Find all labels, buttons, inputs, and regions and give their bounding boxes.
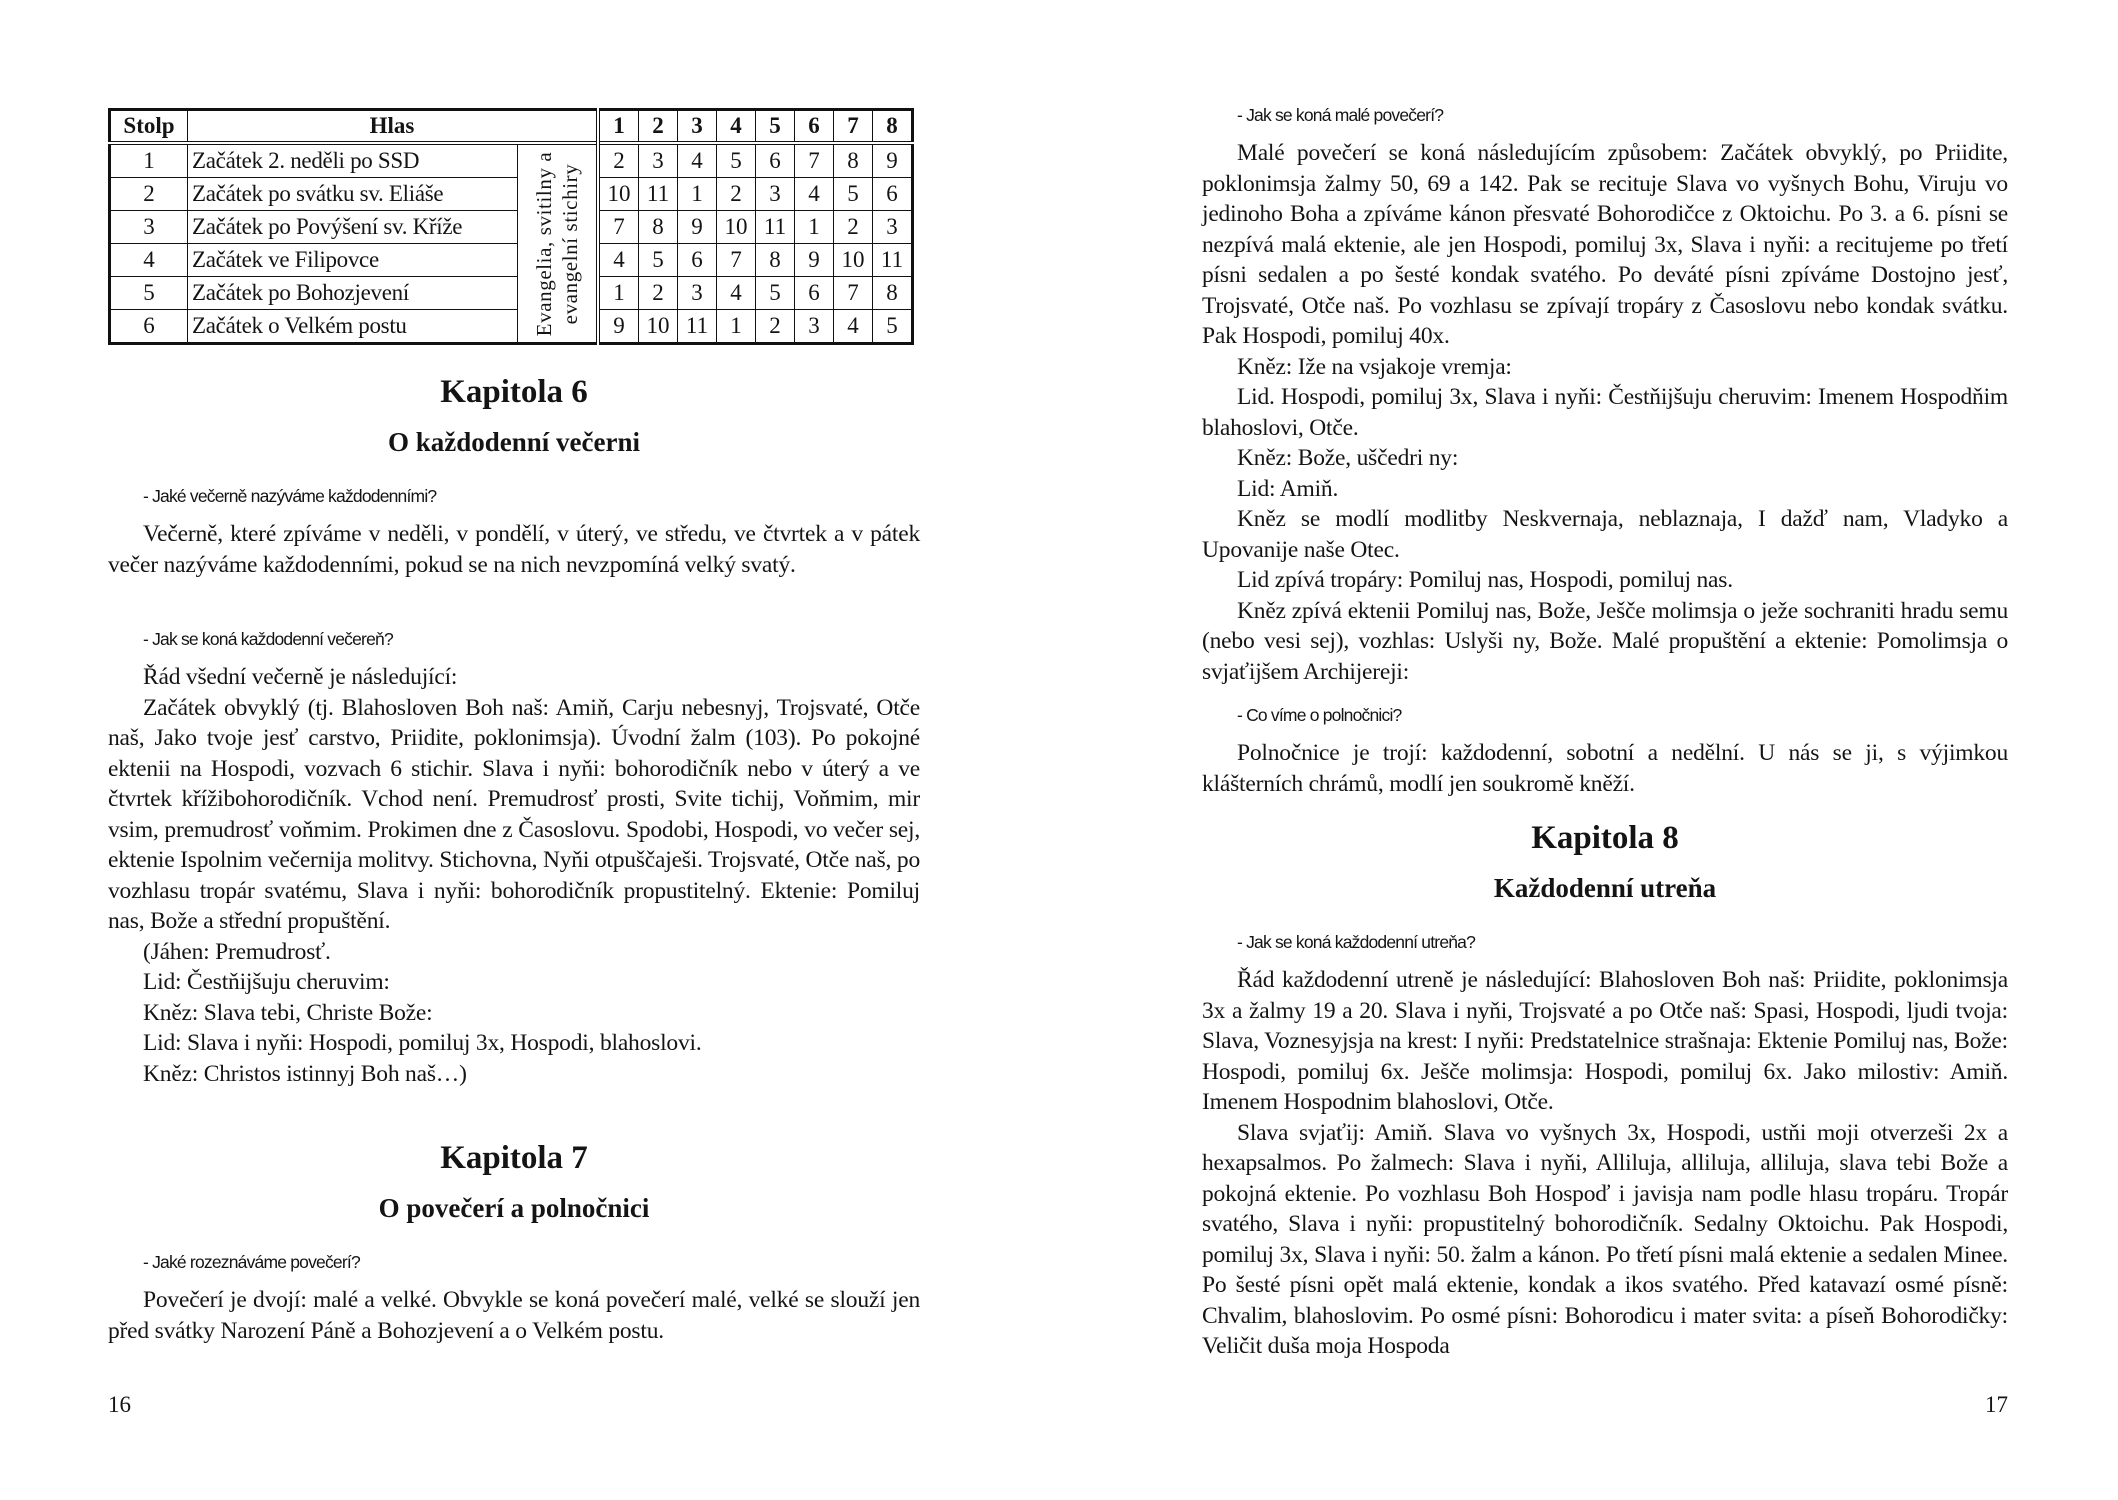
question: - Jaké večerně nazýváme každodenními? — [143, 486, 437, 506]
cell-value: 2 — [756, 310, 795, 344]
cell-value: 3 — [639, 143, 678, 178]
cell-value: 4 — [795, 178, 834, 211]
header-voice-6: 6 — [795, 110, 834, 144]
paragraph: Lid: Čestňijšuju cheruvim: — [143, 969, 390, 995]
cell-name: Začátek 2. neděli po SSD — [188, 143, 518, 178]
table-row — [110, 277, 913, 310]
header-voice-8: 8 — [873, 110, 913, 144]
cell-value: 6 — [795, 277, 834, 310]
cell-stolp: 1 — [110, 143, 188, 178]
table-row — [110, 178, 913, 211]
question: - Co víme o polnočnici? — [1237, 705, 1402, 725]
header-voice-3: 3 — [678, 110, 717, 144]
cell-value: 2 — [639, 277, 678, 310]
cell-value: 3 — [873, 211, 913, 244]
cell-value: 7 — [795, 143, 834, 178]
paragraph: Lid: Slava i nyňi: Hospodi, pomiluj 3x, Hospodi, blahoslovi. — [143, 1030, 702, 1056]
cell-value: 1 — [598, 277, 639, 310]
left-page — [108, 0, 920, 1500]
table-header-row — [110, 110, 913, 144]
cell-name: Začátek ve Filipovce — [188, 244, 518, 277]
cell-value: 10 — [717, 211, 756, 244]
cell-value: 10 — [598, 178, 639, 211]
paragraph: Kněz: Slava tebi, Christe Bože: — [143, 999, 433, 1026]
cell-value: 1 — [717, 310, 756, 344]
cell-value: 8 — [834, 143, 873, 178]
cell-value: 8 — [873, 277, 913, 310]
cell-value: 6 — [678, 244, 717, 277]
cell-value: 11 — [756, 211, 795, 244]
paragraph: Kněz: Bože, uščedri ny: — [1237, 445, 1459, 471]
cell-stolp: 4 — [110, 244, 188, 277]
cell-value: 8 — [756, 244, 795, 277]
cell-value: 4 — [717, 277, 756, 310]
cell-name: Začátek o Velkém postu — [188, 310, 518, 344]
question: - Jak se koná každodenní večereň? — [143, 629, 393, 649]
cell-value: 5 — [873, 310, 913, 344]
chapter-title: Každodenní utreňa — [1493, 873, 1717, 903]
cell-name: Začátek po Bohozjevení — [188, 277, 518, 310]
vertical-label-cell — [518, 143, 599, 344]
cell-value: 9 — [795, 244, 834, 277]
paragraph: Lid zpívá tropáry: Pomiluj nas, Hospodi, pomiluj nas. — [1237, 567, 1733, 593]
paragraph: (Jáhen: Premudrosť. — [143, 938, 331, 965]
cell-value: 4 — [678, 143, 717, 178]
chapter-number: Kapitola 6 — [440, 374, 588, 410]
header-voice-2: 2 — [639, 110, 678, 144]
cell-value: 8 — [639, 211, 678, 244]
cell-value: 1 — [795, 211, 834, 244]
header-stolp: Stolp — [110, 110, 188, 144]
cell-value: 3 — [678, 277, 717, 310]
cell-stolp: 6 — [110, 310, 188, 344]
question: - Jak se koná každodenní utreňa? — [1237, 932, 1476, 952]
cell-value: 5 — [756, 277, 795, 310]
paragraph: Polnočnice je trojí: každodenní, sobotní a nedělní. U nás se ji, s výjimkou klášterních chrámů, modlí jen soukromě kněží. — [1202, 740, 2008, 797]
cell-value: 4 — [598, 244, 639, 277]
header-hlas: Hlas — [188, 110, 599, 144]
cell-name: Začátek po svátku sv. Eliáše — [188, 178, 518, 211]
header-voice-4: 4 — [717, 110, 756, 144]
header-voice-5: 5 — [756, 110, 795, 144]
cell-value: 9 — [598, 310, 639, 344]
cell-value: 3 — [795, 310, 834, 344]
cell-value: 5 — [717, 143, 756, 178]
cell-value: 4 — [834, 310, 873, 344]
paragraph-group — [1202, 138, 2008, 687]
paragraph: Večerně, které zpíváme v neděli, v pondělí, v úterý, ve středu, ve čtvrtek a v pátek večer nazýváme každodenními, pokud se na nich nevzpomíná velký svatý. — [108, 521, 920, 578]
chapter-title: O každodenní večerni — [387, 427, 640, 457]
paragraph: Povečerí je dvojí: malé a velké. Obvykle se koná povečerí malé, velké se slouží jen před svátky Narození Páně a Bohozjevení a o Velkém postu. — [108, 1287, 920, 1344]
question: - Jak se koná malé povečerí? — [1237, 105, 1444, 125]
cell-value: 6 — [873, 178, 913, 211]
table-row — [110, 211, 913, 244]
paragraph: Slava svjaťij: Amiň. Slava vo vyšnych 3x, Hospodi, ustňi moji otverzeši 2x a hexapsalmos. Po žalmech: Slava i nyňi, Alliluja, alliluja, alliluja, slava tebi Bože a pokojná ektenie. Po vozhlasu Boh Hospoď i javisja nam podle hlasu tropáru. Tropár svatého, Slava i nyňi: propustitelný bohorodičník. Sedalny Oktoichu. Pak Hospodi, pomiluj 3x, Slava i nyňi: 50. žalm a kánon. Po třetí písni malá ektenie a sedalen Minee. Po šesté písni opět malá ektenie, kondak a ikos svatého. Před katavazí osmé písně: Chvalim, blahoslovim. Po osmé písni: Bohorodicu i mater svita: a píseň Bohorodičky: Veličit duša moja Hospoda — [1202, 1119, 2008, 1359]
cell-value: 2 — [834, 211, 873, 244]
header-voice-1: 1 — [598, 110, 639, 144]
cell-stolp: 5 — [110, 277, 188, 310]
paragraph: Malé povečerí se koná následujícím způsobem: Začátek obvyklý, po Priidite, poklonimsja žalmy 50, 69 a 142. Pak se recituje Slava vo vyšnych Bohu, Viruju vo jedinoho Boha a zpíváme kánon přesvaté Bohorodičce z Oktoichu. Po 3. a 6. písni se nezpívá malá ektenie, ale jen Hospodi, pomiluj 3x, Slava i nyňi: a recitujeme po třetí písni sedalen a po šesté kondak svatého. Po deváté písni zpíváme Dostojno jesť, Trojsvaté, Otče naš. Po vozhlasu se zpívají tropáry z Časoslovu nebo kondak svátku. Pak Hospodi, pomiluj 40x. — [1202, 140, 2008, 349]
cell-value: 10 — [834, 244, 873, 277]
cell-stolp: 2 — [110, 178, 188, 211]
chapter-number: Kapitola 8 — [1531, 820, 1679, 856]
cell-value: 7 — [834, 277, 873, 310]
paragraph: Kněz zpívá ektenii Pomiluj nas, Bože, Ješče molimsja o ježe sochraniti hradu semu (nebo vesi sej), vozhlas: Uslyši ny, Bože. Malé propuštění a ektenie: Pomolimsja o svjaťijšem Archijereji: — [1202, 597, 2008, 685]
cell-value: 3 — [756, 178, 795, 211]
cell-value: 11 — [639, 178, 678, 211]
cell-value: 2 — [598, 143, 639, 178]
cell-name: Začátek po Povýšení sv. Kříže — [188, 211, 518, 244]
vertical-label: Evangelia, svitilny a evangelní stichiry — [532, 151, 582, 336]
cell-value: 10 — [639, 310, 678, 344]
table-row — [110, 143, 913, 178]
chapter-8 — [1202, 818, 2008, 905]
chapter-title: O povečerí a polnočnici — [378, 1193, 650, 1223]
table-row — [110, 244, 913, 277]
paragraph: Lid: Amiň. — [1237, 475, 1339, 502]
cell-value: 7 — [598, 211, 639, 244]
cell-value: 11 — [678, 310, 717, 344]
paragraph: Lid. Hospodi, pomiluj 3x, Slava i nyňi: Čestňijšuju cheruvim: Imenem Hospodňim blahoslovi, Otče. — [1202, 384, 2008, 441]
cell-value: 11 — [873, 244, 913, 277]
cell-value: 5 — [834, 178, 873, 211]
cell-value: 5 — [639, 244, 678, 277]
chapter-number: Kapitola 7 — [440, 1140, 588, 1176]
question: - Jaké rozeznáváme povečerí? — [143, 1252, 360, 1272]
paragraph: Řád všední večerně je následující: — [143, 664, 458, 690]
chapter-7 — [108, 1138, 920, 1225]
chapter-6 — [108, 372, 920, 459]
paragraph-group — [108, 662, 920, 1089]
paragraph: Kněz: Iže na vsjakoje vremja: — [1237, 353, 1512, 380]
header-voice-7: 7 — [834, 110, 873, 144]
voice-schedule-table — [108, 108, 914, 345]
table-row — [110, 310, 913, 344]
paragraph: Řád každodenní utreně je následující: Blahosloven Boh naš: Priidite, poklonimsja 3x a žalmy 19 a 20. Slava i nyňi, Trojsvaté a po Otče naš: Spasi, Hospodi, ljudi tvoja: Slava, Voznesyjsja na krest: I nyňi: Predstatelnice strašnaja: Ektenie Pomiluj nas, Bože: Hospodi, pomiluj 6x. Ješče molimsja: Hospodi, pomiluj 6x. Jako milostiv: Amiň. Imenem Hospodnim blahoslovi, Otče. — [1202, 967, 2008, 1115]
cell-value: 6 — [756, 143, 795, 178]
right-page — [1202, 0, 2008, 1500]
cell-value: 7 — [717, 244, 756, 277]
cell-value: 9 — [678, 211, 717, 244]
page-number: 16 — [108, 1392, 131, 1417]
cell-stolp: 3 — [110, 211, 188, 244]
paragraph-group — [1202, 965, 2008, 1362]
paragraph: Kněz se modlí modlitby Neskvernaja, neblaznaja, I dažď nam, Vladyko a Upovanije naše Otec. — [1202, 506, 2008, 563]
cell-value: 2 — [717, 178, 756, 211]
page-number: 17 — [1985, 1392, 2008, 1417]
paragraph: Začátek obvyklý (tj. Blahosloven Boh naš: Amiň, Carju nebesnyj, Trojsvaté, Otče naš, Jako tvoje jesť carstvo, Priidite, poklonimsja). Úvodní žalm (103). Po pokojné ektenii na Hospodi, vozvach 6 stichir. Slava i nyňi: bohorodičník nebo v úterý a ve čtvrtek křížibohorodičník. Vchod není. Premudrosť prosti, Svite tichij, Voňmim, mir vsim, premudrosť voňmim. Prokimen dne z Časoslovu. Spodobi, Hospodi, vo večer sej, ektenie Ispolnim večernija molitvy. Stichovna, Nyňi otpuščaješi. Trojsvaté, Otče naš, po vozhlasu tropár svatému, Slava i nyňi: bohorodičník propustitelný. Ektenie: Pomiluj nas, Bože a střední propuštění. — [108, 694, 920, 934]
cell-value: 9 — [873, 143, 913, 178]
paragraph: Kněz: Christos istinnyj Boh naš…) — [143, 1060, 467, 1087]
cell-value: 1 — [678, 178, 717, 211]
